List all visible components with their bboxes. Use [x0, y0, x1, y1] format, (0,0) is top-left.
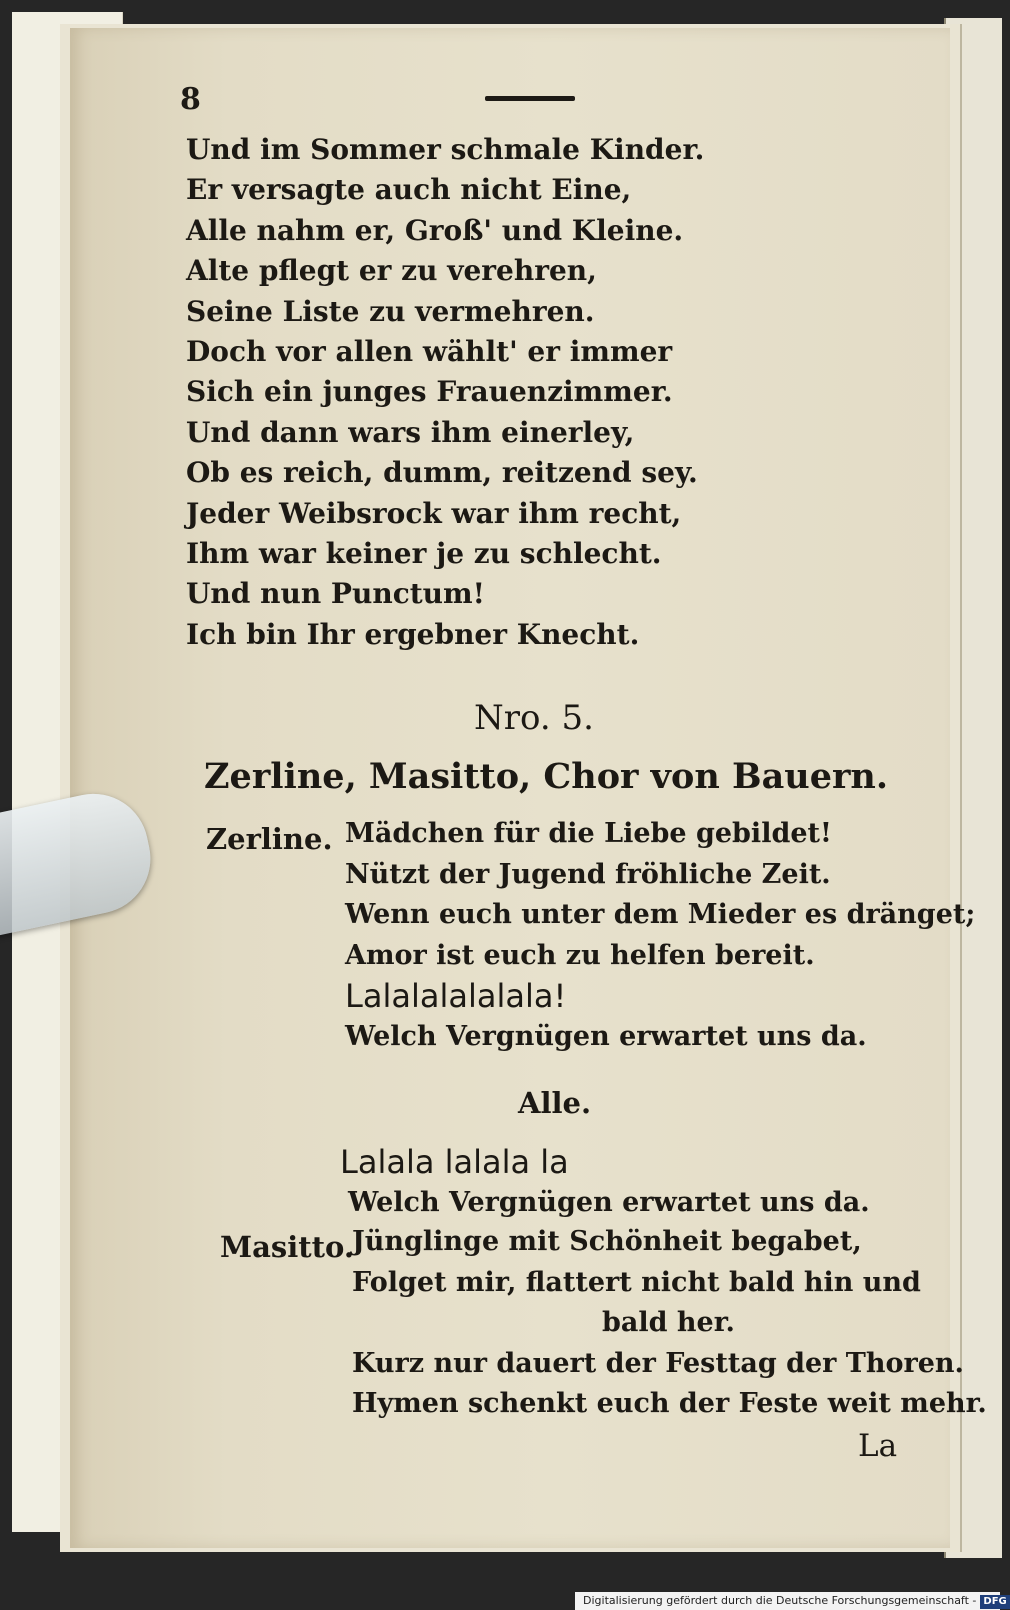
verse-block	[186, 130, 886, 655]
lyric-line: bald her.	[602, 1307, 735, 1338]
digitization-credit	[575, 1592, 1007, 1610]
lyric-line: Welch Vergnügen erwartet uns da.	[348, 1186, 870, 1218]
verse-line: Und nun Punctum!	[186, 577, 485, 611]
alle-lines	[340, 1142, 870, 1223]
lyric-line: Welch Vergnügen erwartet uns da.	[345, 1020, 867, 1052]
lyric-line: Amor ist euch zu helfen bereit.	[345, 939, 815, 971]
verse-line: Ihm war keiner je zu schlecht.	[186, 537, 662, 571]
verse-line: Und im Sommer schmale Kinder.	[186, 133, 705, 166]
catchword: La	[858, 1428, 898, 1464]
speaker-zerline: Zerline.	[206, 822, 333, 856]
section-number: Nro. 5.	[474, 698, 594, 738]
verse-line: Er versagte auch nicht Eine,	[186, 173, 632, 207]
verse-line: Alle nahm er, Groß' und Kleine.	[186, 213, 684, 247]
verse-line: Ob es reich, dumm, reitzend sey.	[186, 456, 698, 490]
dfg-logo: DFG	[980, 1595, 1009, 1609]
verse-line: Und dann wars ihm einerley,	[186, 415, 635, 449]
lyric-line: Kurz nur dauert der Festtag der Thoren.	[352, 1347, 964, 1379]
zerline-lines	[345, 814, 975, 1057]
verse-line: Sich ein junges Frauenzimmer.	[186, 375, 673, 409]
speaker-alle: Alle.	[518, 1086, 592, 1120]
section-title: Zerline, Masitto, Chor von Bauern.	[204, 756, 889, 797]
speaker-masitto: Masitto.	[220, 1230, 354, 1264]
credit-text: Digitalisierung gefördert durch die Deutsche Forschungsgemeinschaft -	[583, 1594, 977, 1607]
page-number: 8	[180, 82, 201, 117]
lyric-line: Lalala lalala la	[340, 1143, 569, 1181]
verse-line: Jeder Weibsrock war ihm recht,	[186, 496, 682, 530]
verse-line: Ich bin Ihr ergebner Knecht.	[186, 617, 640, 651]
lyric-line: Hymen schenkt euch der Feste weit mehr.	[352, 1388, 987, 1419]
lyric-line: Mädchen für die Liebe gebildet!	[345, 818, 832, 849]
masitto-lines	[352, 1222, 987, 1425]
header-rule	[485, 96, 575, 101]
lyric-line: Nützt der Jugend fröhliche Zeit.	[345, 858, 831, 890]
page-header	[180, 82, 880, 122]
lyric-line: Folget mir, flattert nicht bald hin und	[352, 1266, 921, 1298]
lyric-line: Wenn euch unter dem Mieder es dränget;	[345, 899, 976, 930]
lyric-line: Jünglinge mit Schönheit begabet,	[352, 1226, 862, 1257]
lyric-line: Lalalalalalala!	[345, 977, 567, 1015]
verse-line: Seine Liste zu vermehren.	[186, 294, 595, 328]
verse-line: Alte pflegt er zu verehren,	[186, 254, 597, 288]
verse-line: Doch vor allen wählt' er immer	[186, 335, 673, 369]
